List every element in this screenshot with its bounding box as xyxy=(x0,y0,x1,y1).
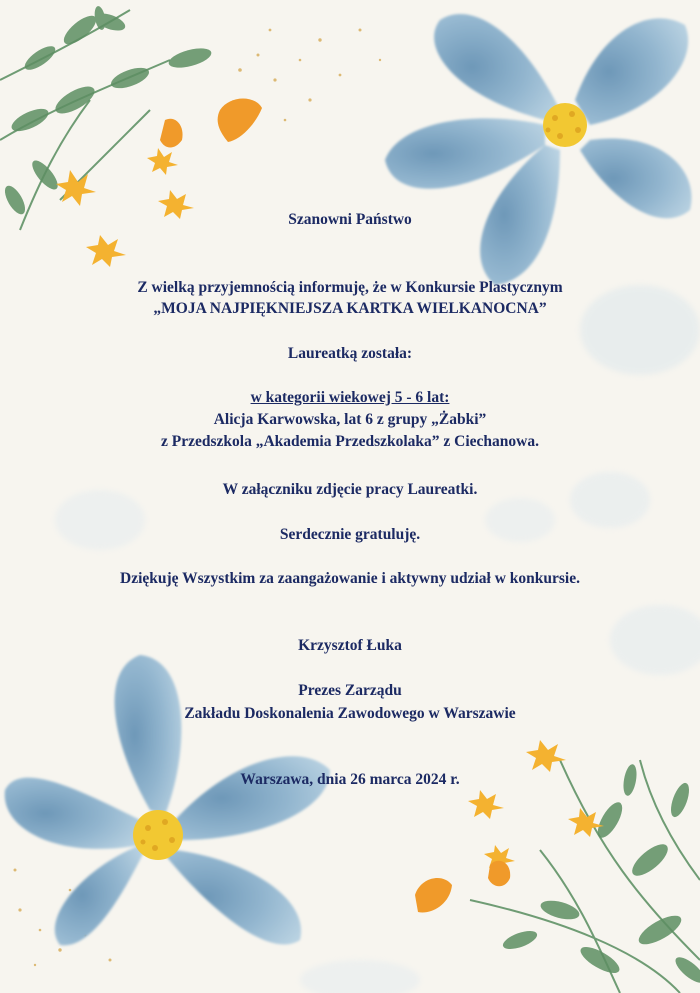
congratulations: Serdecznie gratuluję. xyxy=(279,526,421,543)
yellow-flower-icon xyxy=(468,740,604,871)
greeting: Szanowni Państwo xyxy=(288,211,412,228)
age-category: w kategorii wiekowej 5 - 6 lat: xyxy=(250,389,450,406)
thanks-line: Dziękuję Wszystkim za zaangażowanie i aktywny udział w konkursie. xyxy=(120,570,580,587)
yellow-flower-icon xyxy=(160,98,262,147)
blue-flower-icon xyxy=(385,14,692,285)
signature-title-2: Zakładu Doskonalenia Zawodowego w Warszawie xyxy=(184,705,516,722)
intro-line-1: Z wielką przyjemnością informuję, że w Konkursie Plastycznym xyxy=(137,279,563,296)
signature-title-1: Prezes Zarządu xyxy=(298,682,402,699)
attachment-note: W załączniku zdjęcie pracy Laureatki. xyxy=(222,481,478,498)
winner-line-2: z Przedszkola „Akademia Przedszkolaka” z Ciechanowa. xyxy=(161,433,539,450)
yellow-flower-icon xyxy=(56,148,194,267)
place-and-date: Warszawa, dnia 26 marca 2024 r. xyxy=(240,771,460,788)
laureate-heading: Laureatką została: xyxy=(287,345,413,362)
signature-name: Krzysztof Łuka xyxy=(298,637,402,654)
winner-line-1: Alicja Karwowska, lat 6 z grupy „Żabki” xyxy=(213,411,487,428)
yellow-flower-icon xyxy=(415,861,510,913)
contest-name: „MOJA NAJPIĘKNIEJSZA KARTKA WIELKANOCNA” xyxy=(153,300,547,317)
